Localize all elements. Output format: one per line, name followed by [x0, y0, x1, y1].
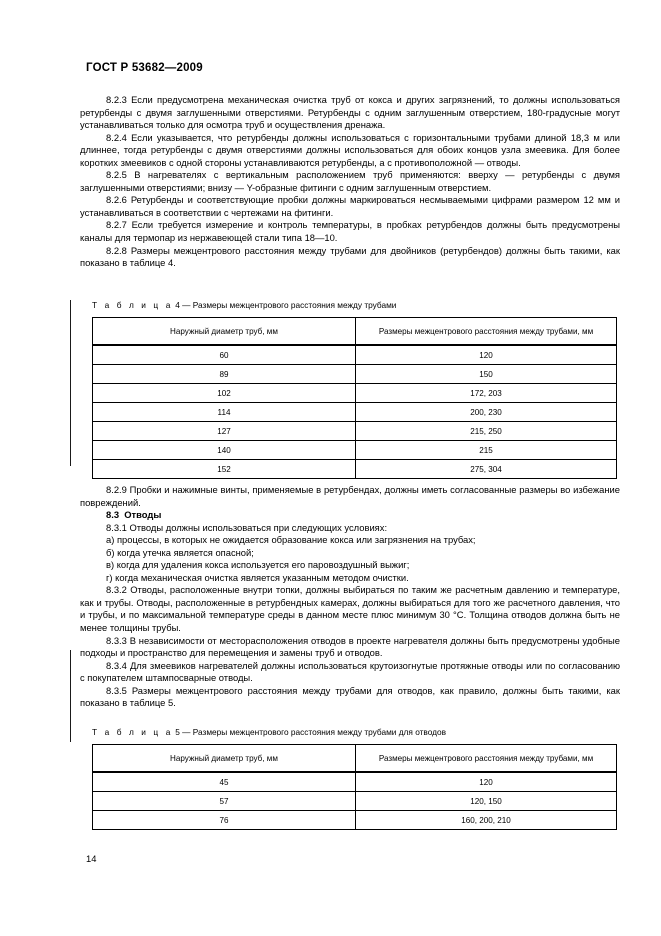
table-4-caption-label: Т а б л и ц а — [92, 300, 173, 310]
table-row — [93, 403, 617, 422]
table-4-caption-text: — Размеры межцентрового расстояния между трубами — [182, 300, 397, 310]
table-5-caption-text: — Размеры межцентрового расстояния между трубами для отводов — [182, 727, 447, 737]
table-5-wrapper — [92, 744, 617, 830]
table-5-caption — [92, 727, 632, 738]
table-5-cell-spacing: 120 — [356, 772, 617, 792]
table-4-cell-diameter: 102 — [93, 384, 356, 403]
table-4-cell-spacing: 200, 230 — [356, 403, 617, 422]
table-5 — [92, 744, 617, 830]
table-5-cell-diameter: 76 — [93, 811, 356, 830]
table-5-col-header-spacing: Размеры межцентрового расстояния между трубами, мм — [356, 745, 617, 773]
table-5-cell-spacing: 160, 200, 210 — [356, 811, 617, 830]
table-4-header-row — [93, 318, 617, 346]
table-row — [93, 422, 617, 441]
table-4-wrapper — [92, 317, 617, 479]
table-row — [93, 792, 617, 811]
table-5-cell-diameter: 45 — [93, 772, 356, 792]
table-4-cell-diameter: 89 — [93, 365, 356, 384]
table-4-cell-spacing: 215, 250 — [356, 422, 617, 441]
table-5-caption-number: 5 — [175, 727, 180, 737]
table-4-cell-diameter: 60 — [93, 345, 356, 365]
section-heading-8-3 — [80, 509, 620, 522]
page-number: 14 — [86, 853, 97, 864]
table-row — [93, 345, 617, 365]
table-4-cell-diameter: 140 — [93, 441, 356, 460]
table-5-col-header-diameter: Наружный диаметр труб, мм — [93, 745, 356, 773]
paragraph-8-2-4: 8.2.4 Если указывается, что ретурбенды должны использоваться с горизонтальными трубами длиной 18,3 м или длиннее, тогда ретурбенды с двумя отверстиями должны использоваться для обоих концов узла змеевика. Для более коротких змеевиков с одной стороны устанавливаются ретурбенды, а с противоположной — отводы. — [80, 131, 620, 168]
table-4-cell-diameter: 127 — [93, 422, 356, 441]
table-5-header-row — [93, 745, 617, 773]
table-row — [93, 811, 617, 830]
table-5-caption-label: Т а б л и ц а — [92, 727, 173, 737]
table-4-cell-spacing: 172, 203 — [356, 384, 617, 403]
table-4-cell-diameter: 152 — [93, 460, 356, 479]
body-text-block-lower — [80, 484, 620, 710]
table-4-cell-spacing: 150 — [356, 365, 617, 384]
paragraph-8-3-4: 8.3.4 Для змеевиков нагревателей должны использоваться крутоизогнутые протяжные отводы или по согласованию с покупателем штампосварные отводы. — [80, 659, 620, 684]
table-4 — [92, 317, 617, 479]
list-item-b: б) когда утечка является опасной; — [106, 546, 254, 558]
list-item-g: г) когда механическая очистка является указанным методом очистки. — [106, 571, 409, 583]
list-item-v: в) когда для удаления кокса используется его паровоздушный выжиг; — [106, 559, 410, 571]
table-row — [93, 365, 617, 384]
revision-change-bar-upper — [70, 300, 71, 466]
table-4-cell-spacing: 215 — [356, 441, 617, 460]
table-4-col-header-diameter: Наружный диаметр труб, мм — [93, 318, 356, 346]
table-4-cell-spacing: 275, 304 — [356, 460, 617, 479]
section-heading-title: Отводы — [124, 509, 162, 521]
paragraph-8-2-7: 8.2.7 Если требуется измерение и контроль температуры, в пробках ретурбендов должны быть предусмотрены каналы для термопар из нержавеющей стали типа 18—10. — [80, 219, 620, 244]
table-row — [93, 460, 617, 479]
table-4-cell-diameter: 114 — [93, 403, 356, 422]
list-item-a: а) процессы, в которых не ожидается образование кокса или загрязнения на трубах; — [106, 534, 476, 546]
paragraph-8-3-2: 8.3.2 Отводы, расположенные внутри топки, должны выбираться по таким же расчетным давлению и температуре, как и трубы. Отводы, расположенные в ретурбендных камерах, должны выбираться для того же расчетного давления, что и трубы, и по максимальной температуре среды в данном месте плюс минимум 30 °C. Толщина отводов должна быть не менее толщины трубы. — [80, 584, 620, 634]
paragraph-8-3-5: 8.3.5 Размеры межцентрового расстояния между трубами для отводов, как правило, должны быть такими, как показано в таблице 5. — [80, 684, 620, 709]
table-5-cell-spacing: 120, 150 — [356, 792, 617, 811]
table-4-cell-spacing: 120 — [356, 345, 617, 365]
paragraph-8-2-5: 8.2.5 В нагревателях с вертикальным расположением труб применяются: вверху — ретурбенды с двумя заглушенными отверстиями; внизу — Y-образные фитинги с одним заглушенным отверстием. — [80, 169, 620, 193]
body-text-block-upper — [80, 94, 620, 270]
table-5-cell-diameter: 57 — [93, 792, 356, 811]
table-4-caption-number: 4 — [175, 300, 180, 310]
section-heading-number: 8.3 — [106, 509, 120, 521]
table-row — [93, 441, 617, 460]
table-row — [93, 384, 617, 403]
table-row — [93, 772, 617, 792]
paragraph-8-3-1: 8.3.1 Отводы должны использоваться при следующих условиях: — [106, 521, 388, 533]
page-header-standard-number: ГОСТ Р 53682—2009 — [86, 62, 203, 74]
table-4-caption — [92, 300, 632, 311]
paragraph-8-2-6: 8.2.6 Ретурбенды и соответствующие пробки должны маркироваться несмываемыми цифрами размером 12 мм и устанавливаться в соответствии с чертежами на фитинги. — [80, 194, 620, 218]
paragraph-8-2-9: 8.2.9 Пробки и нажимные винты, применяемые в ретурбендах, должны иметь согласованные размеры во избежание повреждений. — [80, 484, 620, 508]
paragraph-8-3-3: 8.3.3 В независимости от месторасположения отводов в проекте нагревателя должны быть предусмотрены удобные подходы и пространство для перемещения и замены труб и отводов. — [80, 634, 620, 659]
paragraph-8-2-8: 8.2.8 Размеры межцентрового расстояния между трубами для двойников (ретурбендов) должны быть такими, как показано в таблице 4. — [80, 244, 620, 269]
paragraph-8-2-3: 8.2.3 Если предусмотрена механическая очистка труб от кокса и других загрязнений, то должны использоваться ретурбенды с двумя заглушенными отверстиями. Ретурбенды с одним заглушенным отверстием, 180-градусные могут устанавливаться только для осмотра труб и осуществления дренажа. — [80, 94, 620, 131]
table-4-col-header-spacing: Размеры межцентрового расстояния между трубами, мм — [356, 318, 617, 346]
revision-change-bar-lower — [70, 650, 71, 742]
